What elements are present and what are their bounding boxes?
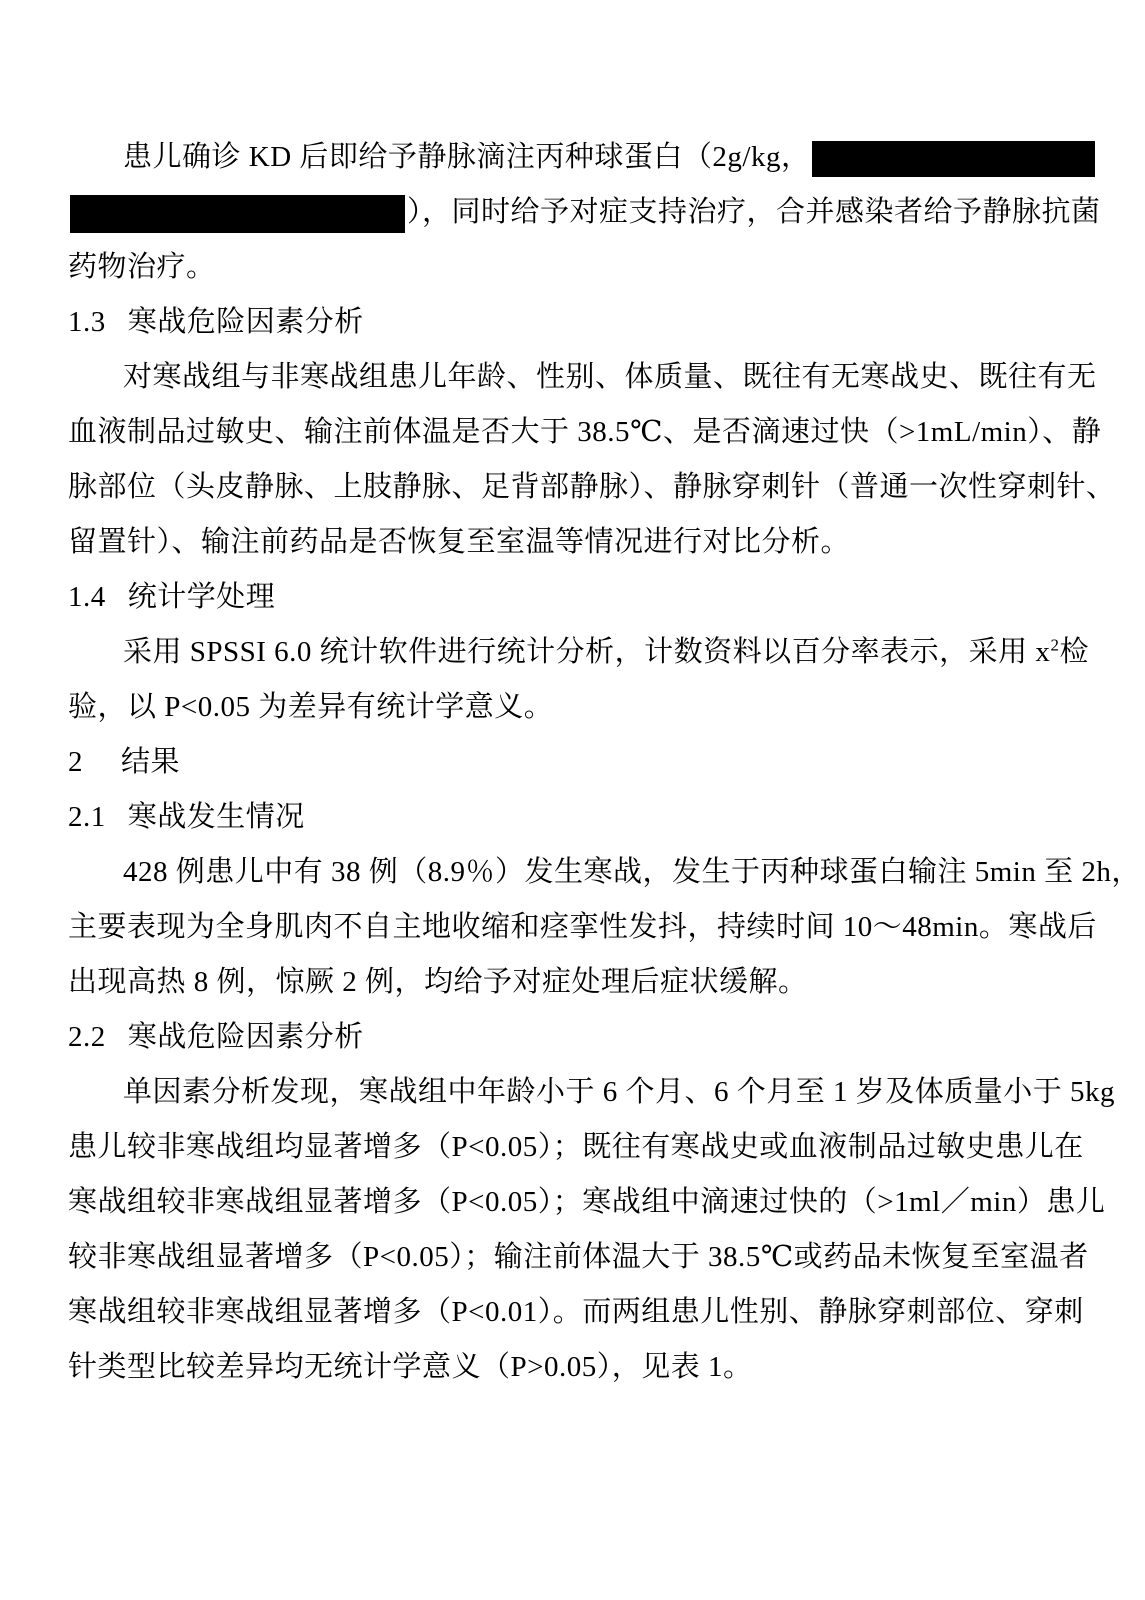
paragraph-risk-analysis-line-4 [68,515,1078,570]
text-run: 药物治疗。 [68,251,216,283]
text-run: 对寒战组与非寒战组患儿年龄、性别、体质量、既往有无寒战史、既往有无 [123,361,1097,393]
text-run: ），同时给予对症支持治疗，合并感染者给予静脉抗菌 [407,196,1101,228]
heading-number-gap [106,1045,128,1046]
heading-1-3 [68,295,1078,350]
paragraph-factor-results-line-1 [68,1065,1116,1120]
heading-number-gap [106,605,128,606]
document-body [68,130,1141,1395]
text-run: 主要表现为全身肌肉不自主地收缩和痉挛性发抖，持续时间 10～48min。寒战后 [68,911,1097,943]
paragraph-factor-results-line-4 [68,1230,1089,1285]
paragraph-treatment-line-1 [68,130,1078,185]
text-run: 验，以 P<0.05 为差异有统计学意义。 [68,691,554,723]
text-run: 寒战危险因素分析 [127,1021,364,1053]
text-run: 出现高热 8 例，惊厥 2 例，均给予对症处理后症状缓解。 [68,966,808,998]
paragraph-incidence-line-3 [68,955,1078,1010]
text-run: 寒战组较非寒战组显著增多（P<0.01）。而两组患儿性别、静脉穿刺部位、穿刺 [68,1296,1084,1328]
redaction-bar [70,195,405,233]
text-run: 寒战组较非寒战组显著增多（P<0.05）；寒战组中滴速过快的（>1ml／min）患儿 [68,1186,1106,1218]
paragraph-factor-results-line-5 [68,1285,1084,1340]
paragraph-statistics-line-1 [68,625,1089,680]
paragraph-risk-analysis-line-3 [68,460,1116,515]
paragraph-risk-analysis-line-1 [68,350,1097,405]
text-run: 单因素分析发现，寒战组中年龄小于 6 个月、6 个月至 1 岁及体质量小于 5kg [123,1076,1116,1108]
text-run: 血液制品过敏史、输注前体温是否大于 38.5℃、是否滴速过快（>1mL/min）、静 [68,416,1102,448]
text-run: 较非寒战组显著增多（P<0.05）；输注前体温大于 38.5℃或药品未恢复至室温者 [68,1241,1089,1273]
text-run: 患儿较非寒战组均显著增多（P<0.05）；既往有寒战史或血液制品过敏史患儿在 [68,1131,1084,1163]
text-run: 患儿确诊 KD 后即给予静脉滴注丙种球蛋白（2g/kg， [123,141,811,173]
paragraph-statistics-line-2 [68,680,1078,735]
text-run: 留置针）、输注前药品是否恢复至室温等情况进行对比分析。 [68,526,851,558]
text-run: 针类型比较差异均无统计学意义（P>0.05），见表 1。 [68,1351,753,1383]
text-run: 寒战发生情况 [127,801,305,833]
text-run: 2.1 [68,801,106,833]
redaction-bar [812,141,1095,177]
paragraph-treatment-line-2 [68,185,1101,240]
text-run: 脉部位（头皮静脉、上肢静脉、足背部静脉）、静脉穿刺针（普通一次性穿刺针、 [68,471,1116,503]
heading-1-4 [68,570,1078,625]
heading-number-gap [106,825,128,826]
text-run: 采用 SPSSI 6.0 统计软件进行统计分析，计数资料以百分率表示，采用 x [123,636,1051,668]
paragraph-incidence-line-2 [68,900,1097,955]
text-run: 寒战危险因素分析 [127,306,364,338]
paragraph-factor-results-line-2 [68,1120,1084,1175]
text-run: 428 例患儿中有 38 例（8.9％）发生寒战，发生于丙种球蛋白输注 5min 至 2h， [123,856,1141,888]
text-run: 1.4 [68,581,106,613]
heading-2-1 [68,790,1078,845]
text-run: 1.3 [68,306,106,338]
paragraph-factor-results-line-3 [68,1175,1106,1230]
paragraph-incidence-line-1 [68,845,1141,900]
heading-number-gap [83,770,121,771]
text-run: 结果 [121,746,181,778]
text-run: 统计学处理 [127,581,276,613]
paragraph-treatment-line-3 [68,240,1078,295]
paragraph-factor-results-line-6 [68,1340,1078,1395]
paragraph-risk-analysis-line-2 [68,405,1102,460]
heading-number-gap [106,330,128,331]
text-run: 2.2 [68,1021,106,1053]
superscript-exponent: 2 [1050,635,1060,655]
heading-2 [68,735,1078,790]
heading-2-2 [68,1010,1078,1065]
text-run: 检 [1059,636,1089,668]
text-run: 2 [68,746,83,778]
